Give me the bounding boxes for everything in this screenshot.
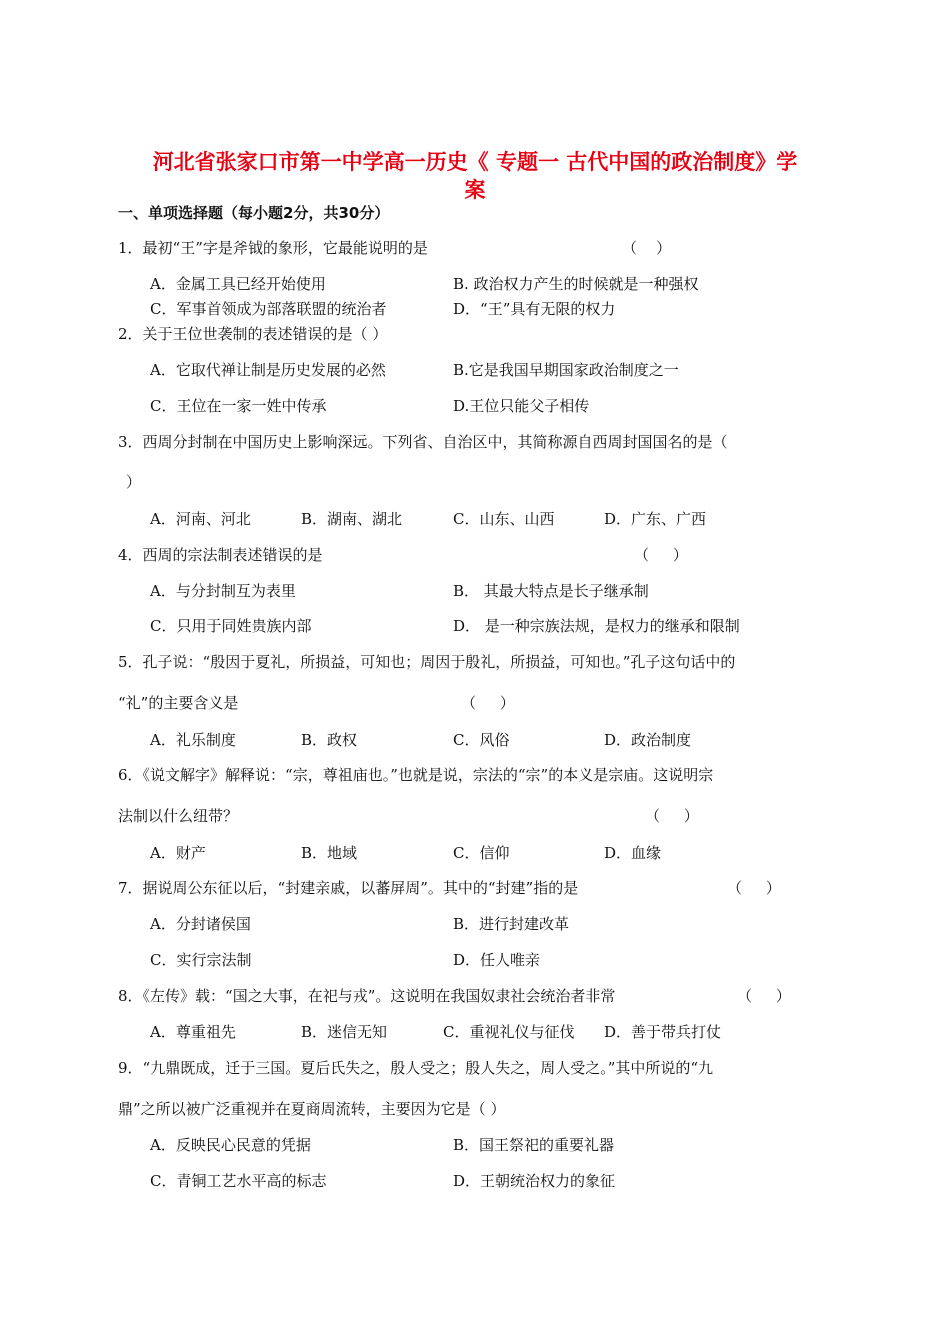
question-4-option-b: B． 其最大特点是长子继承制 — [453, 582, 649, 600]
section-heading: 一、单项选择题（每小题2分，共30分） — [118, 204, 390, 222]
question-2-option-b: B.它是我国早期国家政治制度之一 — [453, 361, 679, 379]
question-2-option-a: A．它取代禅让制是历史发展的必然 — [150, 361, 386, 379]
question-1-stem: 1．最初“王”字是斧钺的象形，它最能说明的是 — [118, 239, 428, 257]
question-8-option-d: D．善于带兵打仗 — [604, 1023, 722, 1041]
question-3-option-c: C．山东、山西 — [453, 510, 555, 528]
question-8-option-b: B．迷信无知 — [301, 1023, 388, 1041]
question-1-option-c: C．军事首领成为部落联盟的统治者 — [150, 300, 387, 318]
question-5-option-a: A．礼乐制度 — [150, 731, 236, 749]
question-5-stem-continuation: “礼”的主要含义是 — [118, 694, 239, 712]
question-6-answer-blank: （ ） — [645, 807, 699, 825]
question-1-option-d: D．“王”具有无限的权力 — [453, 300, 616, 318]
question-9-stem-continuation: 鼎”之所以被广泛重视并在夏商周流转，主要因为它是（ ） — [118, 1100, 506, 1118]
question-3-option-b: B．湖南、湖北 — [301, 510, 403, 528]
question-7-option-d: D．任人唯亲 — [453, 951, 541, 969]
question-9-option-c: C．青铜工艺水平高的标志 — [150, 1172, 327, 1190]
question-3-stem: 3．西周分封制在中国历史上影响深远。下列省、自治区中，其简称源自西周封国国名的是（ — [118, 433, 728, 451]
question-6-stem: 6．《说文解字》解释说：“宗，尊祖庙也。”也就是说，宗法的“宗”的本义是宗庙。这说明宗 — [118, 766, 714, 784]
question-9-option-b: B．国王祭祀的重要礼器 — [453, 1136, 615, 1154]
question-6-option-a: A．财产 — [150, 844, 206, 862]
question-8-option-a: A．尊重祖先 — [150, 1023, 236, 1041]
question-8-option-c: C．重视礼仪与征伐 — [443, 1023, 575, 1041]
question-5-option-c: C．风俗 — [453, 731, 510, 749]
question-5-stem: 5．孔子说：“殷因于夏礼，所损益，可知也；周因于殷礼，所损益，可知也。”孔子这句话中的 — [118, 653, 736, 671]
question-2-option-c: C．王位在一家一姓中传承 — [150, 397, 327, 415]
question-7-option-c: C．实行宗法制 — [150, 951, 252, 969]
question-5-option-b: B．政权 — [301, 731, 358, 749]
document-title-line1: 河北省张家口市第一中学高一历史《 专题一 古代中国的政治制度》学 — [152, 150, 798, 174]
question-3-option-d: D．广东、广西 — [604, 510, 707, 528]
question-6-option-b: B．地域 — [301, 844, 358, 862]
question-9-stem: 9．“九鼎既成，迁于三国。夏后氏失之，殷人受之；殷人失之，周人受之。”其中所说的“九 — [118, 1059, 714, 1077]
question-7-option-a: A．分封诸侯国 — [150, 915, 251, 933]
question-5-answer-blank: （ ） — [461, 694, 515, 712]
question-4-option-c: C．只用于同姓贵族内部 — [150, 617, 312, 635]
document-title-line2: 案 — [464, 178, 486, 202]
question-4-option-d: D． 是一种宗族法规，是权力的继承和限制 — [453, 617, 740, 635]
question-4-answer-blank: （ ） — [634, 546, 688, 564]
question-6-stem-continuation: 法制以什么纽带？ — [118, 807, 239, 825]
question-1-answer-blank: （ ） — [622, 239, 672, 257]
question-5-option-d: D．政治制度 — [604, 731, 692, 749]
question-7-stem: 7．据说周公东征以后，“封建亲戚，以蕃屏周”。其中的“封建”指的是 — [118, 879, 579, 897]
question-3-option-a: A．河南、河北 — [150, 510, 251, 528]
question-8-answer-blank: （ ） — [737, 987, 791, 1005]
question-2-option-d: D.王位只能父子相传 — [453, 397, 590, 415]
question-7-option-b: B．进行封建改革 — [453, 915, 570, 933]
question-6-option-d: D．血缘 — [604, 844, 662, 862]
question-6-option-c: C．信仰 — [453, 844, 510, 862]
question-3-stem-continuation: ） — [126, 473, 142, 491]
question-9-option-d: D．王朝统治权力的象征 — [453, 1172, 616, 1190]
question-1-option-a: A．金属工具已经开始使用 — [150, 275, 326, 293]
question-8-stem: 8．《左传》载：“国之大事，在祀与戎”。这说明在我国奴隶社会统治者非常 — [118, 987, 616, 1005]
question-9-option-a: A．反映民心民意的凭据 — [150, 1136, 311, 1154]
question-7-answer-blank: （ ） — [727, 879, 781, 897]
question-4-option-a: A．与分封制互为表里 — [150, 582, 296, 600]
question-4-stem: 4．西周的宗法制表述错误的是 — [118, 546, 323, 564]
question-1-option-b: B. 政治权力产生的时候就是一种强权 — [453, 275, 699, 293]
question-2-stem: 2．关于王位世袭制的表述错误的是（ ） — [118, 325, 388, 343]
